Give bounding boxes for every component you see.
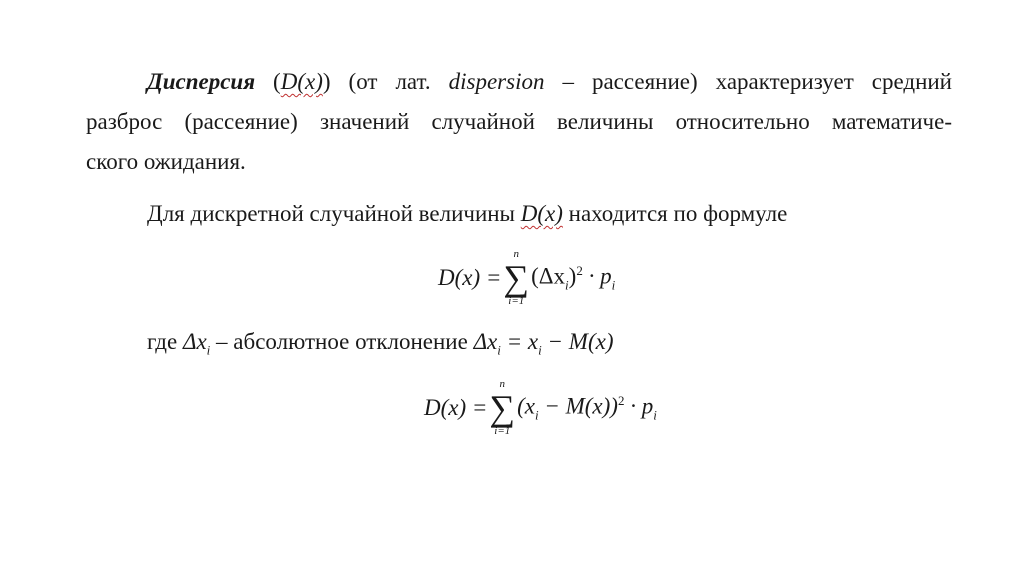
- formula2-term: $(x_i - M(x))^2 \cdot p_i$: [517, 392, 657, 423]
- definition-line-1: Дисперсия (D(x)) (от лат. dispersion – рассеяние) характеризует средний: [147, 69, 952, 94]
- definition-paragraph: [86, 62, 952, 182]
- formula1-term: $(\Delta x_i)^2 \cdot p_i$: [531, 262, 616, 293]
- term-dispersion: Дисперсия: [147, 69, 256, 94]
- formula-intro-paragraph: Для дискретной случайной величины D(x) находится по формуле: [147, 201, 788, 226]
- formula1-lhs: D(x) =: [438, 265, 502, 290]
- variance-formula-expectation: [424, 375, 657, 441]
- definition-line-2: разброс (рассеяние) значений случайной величины относительно математиче-: [86, 109, 952, 134]
- variance-formula-delta: [438, 245, 615, 311]
- sum-symbol-1: n ∑ i=1: [503, 248, 530, 307]
- term-symbol: D(x): [280, 69, 323, 94]
- formula2-lhs: D(x) =: [424, 395, 488, 420]
- definition-line-3: ского ожидания.: [86, 149, 246, 174]
- intro-symbol: D(x): [520, 201, 563, 226]
- latin-word: dispersion: [448, 69, 545, 94]
- deviation-definition-line: где $\Delta x_i$ – абсолютное отклонение $\Delta x_i = x_i - M(x)$: [147, 329, 614, 358]
- sum-symbol-2: n ∑ i=1: [489, 378, 516, 437]
